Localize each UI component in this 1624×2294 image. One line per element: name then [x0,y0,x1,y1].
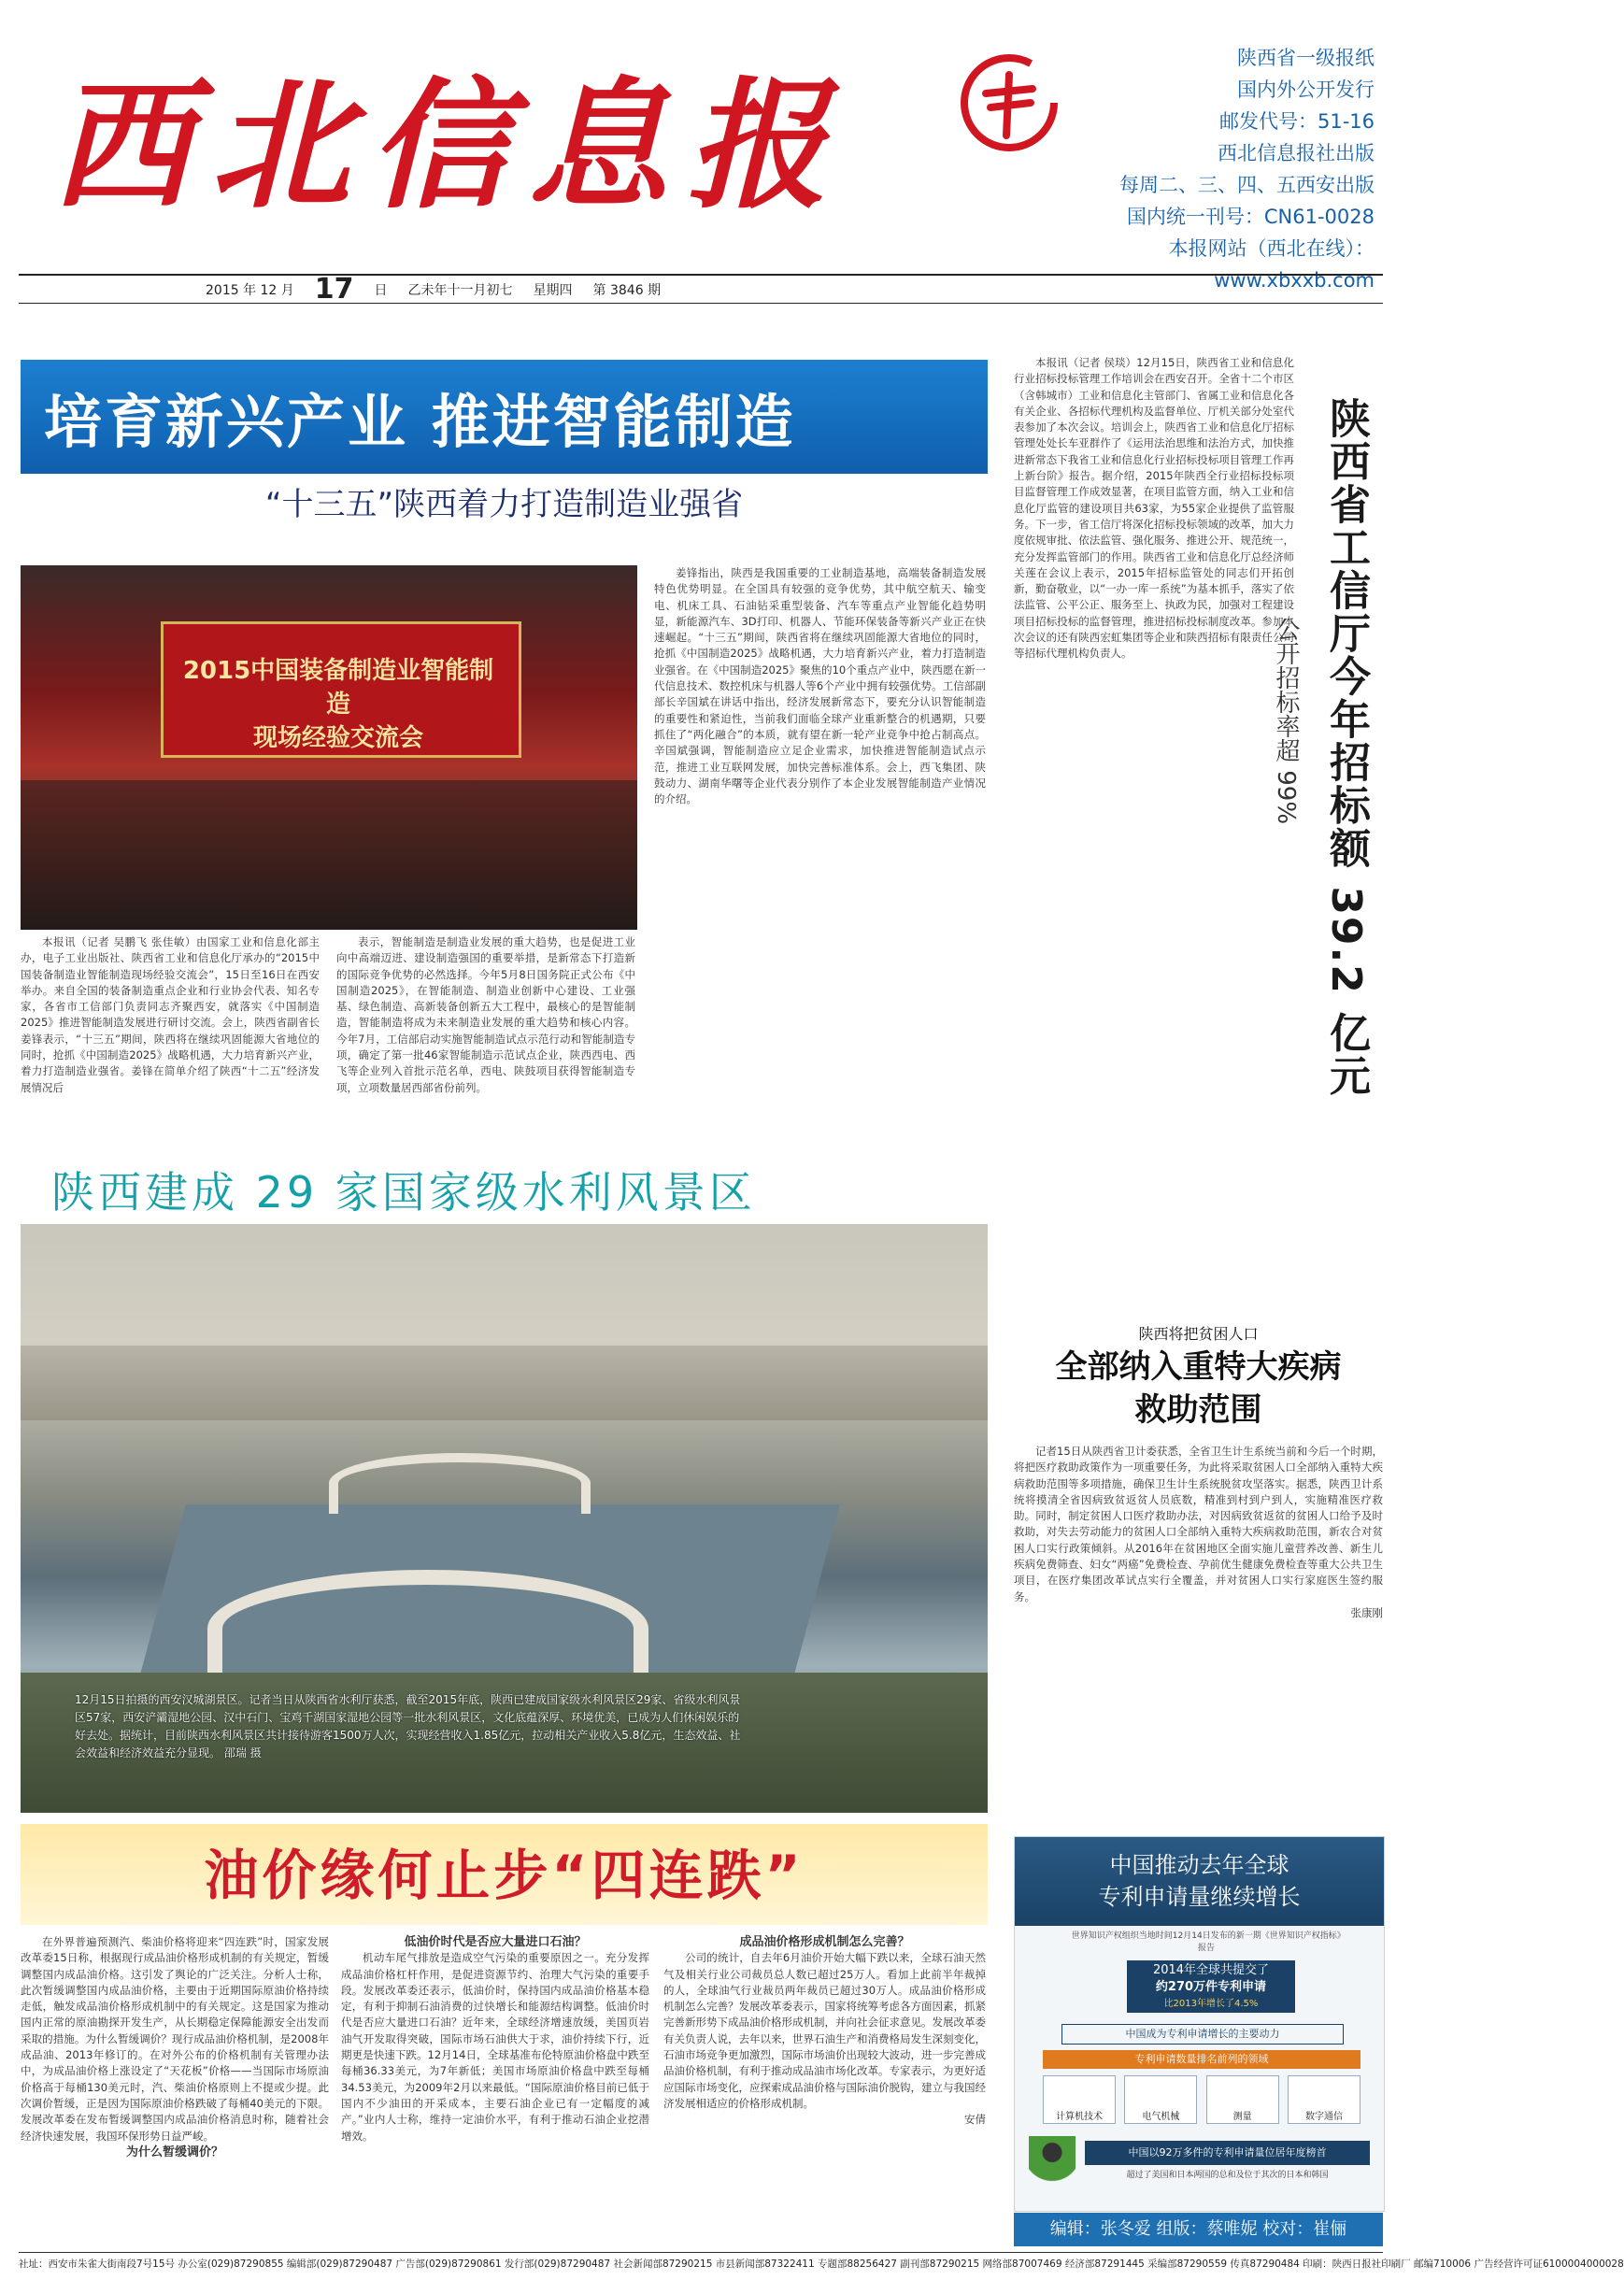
oil-subhead-c: 成品油价格形成机制怎么完善？ [739,1935,910,1949]
patent-field-measurement: 测量 [1206,2075,1279,2124]
water-caption-text: 12月15日拍摄的西安汉城湖景区。记者当日从陕西省水利厅获悉，截至2015年底，陕西已建成国家级水利风景区29家、省级水利风景区57家，西安浐灞湿地公园、汉中石门、宝鸡千湖国家湿地公园等一批水利风景区，文化底蕴深厚、环境优美，已成为人们休闲娱乐的好去处。据统计，目前陕西水利风景区共计接待游客1500万人次，实现经营收入1.85亿元，拉动相关产业收入5.8亿元，生态效益、社会效益和经济效益充分显现。 [75,1693,741,1760]
pubinfo-line: 国内外公开发行 [1237,78,1375,101]
tender-body-text: 本报讯（记者 侯琰）12月15日，陕西省工业和信息化行业招标投标管理工作培训会在西安召开。全省十二个市区（含韩城市）工业和信息化主管部门、省属工业和信息化各有关企业、各招标代理机构及监督单位、厅机关部分处室代表参加了本次会议。培训会上，陕西省工业和信息化厅招标管理处处长车亚群作了《运用法治思维和法治方式，加快推进新常态下我省工业和信息化行业招标投标项目管理工作再上新台阶》报告。据介绍，2015年陕西全行业招标投标项目监督管理工作成效显著，在项目监管方面，纳入工业和信息化厅监管的建设项目共63家，为55家企业提供了监管服务。下一步，省工信厅将深化招标投标领域的改革，加大力度依规审批、依法监管、强化服务、推进公开、规范统一，充分发挥监管部门的作用。陕西省工业和信息化厅总经济师关莲在会议上表示，2015年招标监管处的同志们开拓创新，勤奋敬业，以“一办一库一系统”为基本抓手，落实了依法监管、公平公正、服务至上、执政为民，加强对工程建设项目招标投标的监督管理，推进招标投标制度改革。参加本次会议的还有陕西宏虹集团等企业和陕西招标有限责任公司等招标代理机构负责人。 [1014,356,1294,661]
near-bridge [207,1570,648,1688]
patent-field-digital-comm: 数字通信 [1288,2075,1360,2124]
poverty-body-text: 记者15日从陕西省卫计委获悉，全省卫生计生系统当前和今后一个时期，将把医疗救助政策作为一项重要任务，为此将采取贫困人口全部纳入重特大疾病救助范围等多项措施，确保卫生计生系统脱贫攻坚落实。据悉，陕西卫计系统将摸清全省因病致贫返贫人员底数，精准到村到户到人，实施精准医疗救助。同时，制定贫困人口医疗救助办法，对因病致贫返贫的贫困人口给予及时救助，对失去劳动能力的贫困人口全部纳入重特大疾病救助范围，新农合对贫困人口实行政策倾斜。从2016年在贫困地区全面实施儿童营养改善、新生儿疾病免费筛查、妇女“两癌”免费检查、孕前优生健康免费检查等重大公共卫生项目，在医疗集团改革试点实行全覆盖，并对贫困人口实行家庭医生签约服务。 [1014,1445,1383,1603]
weekday: 星期四 [533,282,573,298]
patent-infographic-header [1015,1837,1384,1926]
patent-field-electrical: 电气机械 [1124,2075,1197,2124]
publication-info [1076,42,1375,296]
patent-stat-line3: 比2013年增长了4.5% [1163,1999,1259,2009]
conference-banner-text [175,654,502,755]
patent-fields-title: 专利申请数量排名前列的领域 [1043,2050,1360,2069]
date-year-month: 2015 年 12 月 [206,282,294,298]
issue-number: 第 3846 期 [592,282,662,298]
tender-vertical-subtitle: 公开招标率超 99% [1272,617,1300,825]
oil-byline: 安倩 [964,2113,986,2127]
patent-infographic [1014,1836,1385,2212]
far-bridge [329,1453,591,1514]
pubinfo-line: 邮发代号：51-16 [1218,110,1375,133]
dateline [19,274,1383,304]
patent-bottom-line2: 超过了美国和日本两国的总和及位于其次的日本和韩国 [1126,2171,1329,2180]
oil-subhead-a: 为什么暂缓调价？ [125,2144,223,2159]
patent-driver: 中国成为专利申请增长的主要动力 [1061,2024,1344,2045]
tender-vertical-headline[interactable]: 陕西省工信厅今年招标额 39.2 亿元 [1322,397,1370,1098]
water-photo-caption [75,1691,748,1762]
lead-subtitle: “十三五”陕西着力打造制造业强省 [264,486,744,523]
pubinfo-line: 西北信息报社出版 [1218,142,1375,164]
lead-col-3 [654,565,986,1149]
patent-stat-line2: 约270万件专利申请 [1155,1980,1267,1994]
editor-credits: 编辑：张冬爱 组版：蔡唯妮 校对：崔俪 [1014,2213,1383,2246]
city-skyline [21,1346,988,1420]
pubinfo-website[interactable]: 本报网站（西北在线）：www.xbxxb.com [1168,237,1375,292]
oil-col-1 [21,1934,329,2247]
oil-col-2 [341,1934,649,2247]
poverty-headline[interactable] [1014,1346,1383,1432]
lunar-date: 乙未年十一月初七 [407,282,513,298]
lead-col-2-text: 表示，智能制造是制造业发展的重大趋势，也是促进工业向中高端迈进、建设制造强国的重要举措，是新常态下打造新的国际竞争优势的必然选择。今年5月8日国务院正式公布《中国制造2025》，在智能制造、制造业创新中心建设、工业强基、绿色制造、高新装备创新五大工程中，最核心的是智能制造，智能制造将成为未来制造业发展的重大趋势和核心内容。今年7月，工信部启动实施智能制造试点示范行动和智能制造专项，确定了第一批46家智能制造示范试点企业，陕西西电、西飞等企业列入首批示范名单，西电、陕鼓项目获得智能制造专项，立项数量居西部省份前列。 [336,935,635,1094]
poverty-headline-line1: 全部纳入重特大疾病 [1055,1348,1342,1386]
date-day: 17 [314,273,354,306]
oil-subhead-b: 低油价时代是否应大量进口石油？ [404,1935,587,1949]
poverty-headline-line2: 救助范围 [1134,1391,1262,1429]
tender-body [1014,355,1294,1318]
person-icon [1029,2136,1076,2201]
patent-field-computer: 计算机技术 [1043,2075,1116,2124]
patent-stat-line1: 2014年全球共提交了 [1152,1963,1270,1977]
patent-bottom-line1: 中国以92万多件的专利申请量位居年度榜首 [1085,2141,1370,2165]
water-caption-byline: 邵瑞 摄 [223,1746,262,1760]
poverty-byline: 张康刚 [1350,1605,1383,1619]
oil-col-3-text: 公司的统计，自去年6月油价开始大幅下跌以来，全球石油天然气及相关行业公司裁员总人数已超过25万人。看加上此前半年裁掉的人，全球油气行业裁员两年裁员已超过30万人。成品油价格形成机制怎么完善？发展改革委表示，国家将统筹考虑各方面因素，抓紧完善新形势下成品油价格形成机制，并向社会征求意见。发展改革委有关负责人说，去年以来，世界石油生产和消费格局发生深刻变化，石油市场竞争更加激烈，国际市场油价出现较大波动，进一步完善成品油价格机制，有利于推动成品油市场化改革。专家表示，为更好适应国际市场变化，应探索成品油价格与国际油价脱钩，建立与我国经济发展相适应的价格形成机制。 [663,1951,986,2110]
oil-col-2-text: 机动车尾气排放是造成空气污染的重要原因之一。充分发挥成品油价格杠杆作用，是促进资源节约、治理大气污染的重要手段。发展改革委还表示，低油价时，保持国内成品油价格基本稳定，有利于抑制石油消费的过快增长和能源结构调整。低油价时代是否应大量进口石油？近年来，全球经济增速放缓，美国页岩油气开发取得突破，国际市场石油供大于求，油价持续下行，近期更是快速下跌。12月14日，全球基准布伦特原油价格盘中跌至每桶36.33美元，为7年新低；美国市场原油价格盘中跌至每桶34.53美元，为2009年2月以来最低。“国际原油价格目前已低于国内不少油田的开采成本，主要石油企业已有一定幅度的减产。”业内人士称，维持一定油价水平，有利于推动石油企业挖潜增效。 [341,1951,649,2143]
page-footer: 社址：西安市朱雀大街南段7号15号 办公室(029)87290855 编辑部(029)87290487 广告部(029)87290861 发行部(029)87290487 社会新闻部87290215 市县新闻部87322411 专题部88256427 副刊部87290215 网络部87007469 经济部87291445 采编部87290559 传真87290484 印刷：陕西日报社印刷厂 邮编710006 广告经营许可证6100004000028 [19,2252,1383,2275]
lead-col-1 [21,934,320,1149]
lead-col-2 [336,934,635,1149]
patent-fields [1043,2075,1360,2124]
lead-headline[interactable]: 培育新兴产业 推进智能制造 [21,360,988,474]
banner-line: 现场经验交流会 [252,724,423,752]
water-headline[interactable]: 陕西建成 29 家国家级水利风景区 [51,1167,756,1218]
masthead-title: 西北信息报 [51,64,847,228]
poverty-kicker: 陕西将把贫困人口 [1138,1325,1259,1343]
date-day-unit: 日 [374,282,388,298]
oil-col-1-text: 在外界普遍预测汽、柴油价格将迎来“四连跌”时，国家发展改革委15日称，根据现行成品油价格形成机制的有关规定，暂缓调整国内成品油价格。这引发了舆论的广泛关注。分析人士称，此次暂缓调整国内成品油价格，主要由于近期国际原油价格持续走低，触发成品油价格形成机制中的有关规定。这是国家为推动国内正常的原油勘探开发生产，从长期稳定保障能源安全出发而采取的措施。为什么暂缓调价？现行成品油价格机制，是2008年成品油、2013年修订的。在对外公布的价格机制有关管理办法中，为成品油价格上涨设定了“天花板”价格——当国际市场原油价格高于每桶130美元时，汽、柴油价格原则上不提或少提。此次调价暂缓，正是因为国际原油价格跌破了每桶40美元的下限。发展改革委在发布暂缓调整国内成品油价格消息时称，随着社会经济快速发展，我国环保形势日益严峻。 [21,1935,329,2143]
pubinfo-line: 每周二、三、四、五西安出版 [1119,174,1375,196]
pubinfo-line: 陕西省一级报纸 [1237,47,1375,69]
lead-col-1-text: 本报讯（记者 吴鹏飞 张佳敏）由国家工业和信息化部主办，电子工业出版社、陕西省工业和信息化厅承办的“2015中国装备制造业智能制造现场经验交流会”，15日至16日在西安举办。来自全国的装备制造重点企业和行业协会代表、知名专家，各省市工信部门负责同志齐聚西安，就落实《中国制造2025》推进智能制造发展进行研讨交流。会上，陕西省副省长姜锋表示，“十三五”期间，陕西将在继续巩固能源大省地位的同时，抢抓《中国制造2025》战略机遇，大力培育新兴产业，着力打造制造业强省。姜锋在简单介绍了陕西“十二五”经济发展情况后 [21,935,320,1094]
audience-area [21,780,637,930]
oil-col-3 [663,1934,986,2247]
patent-note: 世界知识产权组织当地时间12月14日发布的新一期《世界知识产权指标》报告 [1071,1931,1342,1953]
banner-line: 2015中国装备制造业智能制造 [182,657,494,719]
patent-stat-box [1127,1960,1295,2013]
pubinfo-line: 国内统一刊号：CN61-0028 [1126,206,1375,228]
conference-photo [21,565,637,930]
patent-head-line1: 中国推动去年全球 [1109,1852,1289,1878]
lead-col-3-text: 姜锋指出，陕西是我国重要的工业制造基地，高端装备制造发展特色优势明显。在全国具有较强的竞争优势，其中航空航天、输变电、机床工具、石油钻采重型装备、汽车等重点产业智能化趋势明显，新能源汽车、3D打印、机器人、节能环保装备等新兴产业正在快速崛起。“十三五”期间，陕西省将在继续巩固能源大省地位的同时，抢抓《中国制造2025》战略机遇，大力培育新兴产业，着力打造制造业强省。在《中国制造2025》聚焦的10个重点产业中，陕西愿在新一代信息技术、数控机床与机器人等6个产业中拥有较强优势。工信部副部长辛国斌在讲话中指出，经济发展新常态下，要充分认识智能制造的重要性和紧迫性，当前我们面临全球产业重新整合的机遇期，只要抓住了“两化融合”的本质，就有望在新一轮产业竞争中抢占制高点。辛国斌强调，智能制造应立足企业需求，加快推进智能制造试点示范，推进工业互联网发展，加快完善标准体系。会上，西飞集团、陕鼓动力、湖南华曙等企业代表分别作了本企业发展智能制造产业情况的介绍。 [654,566,986,806]
patent-head-line2: 专利申请量继续增长 [1098,1884,1301,1910]
poverty-body [1014,1444,1383,1822]
newspaper-logo-icon [958,51,1061,154]
oil-headline[interactable]: 油价缘何止步“四连跌” [204,1844,805,1907]
